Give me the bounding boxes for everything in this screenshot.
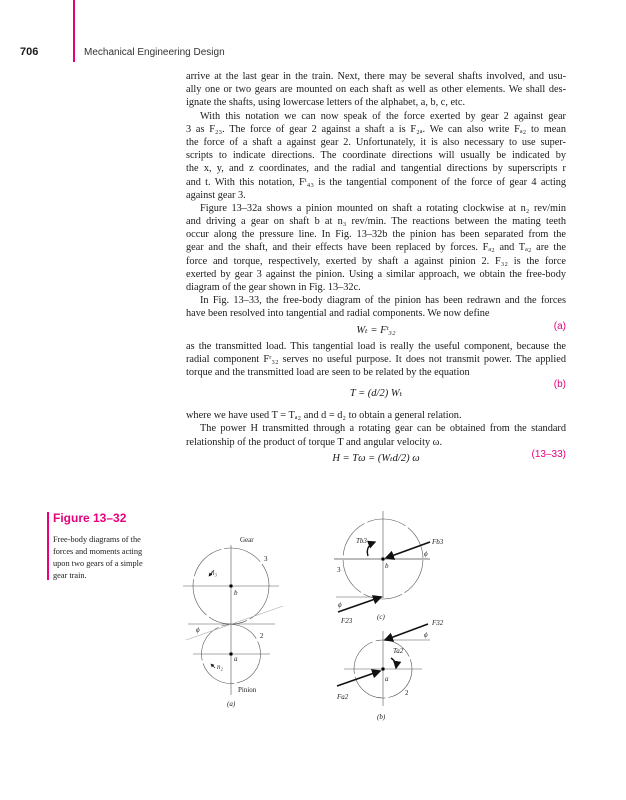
label-subfigure-c: (c): [377, 613, 385, 621]
diagram-a: [183, 545, 283, 695]
label-force-a2: Fa2: [337, 693, 349, 701]
text-line: where we have used T = Tₐ₂ and d = d₂ to obtain a general relation.: [186, 410, 462, 422]
text-line: relationship of the product of torque T and angular velocity ω.: [186, 436, 443, 448]
figure-caption: Free-body diagrams of the forces and moments acting upon two gears of a simple gear train.: [53, 535, 143, 580]
text-line: and t. With this notation, Fᵗ₄₃ is the tangential component of the force of gear 4 acting: [186, 176, 566, 188]
text-line: Figure 13–32a shows a pinion mounted on shaft a rotating clockwise at n₂ rev/min: [200, 202, 566, 214]
label-n2: n₂: [217, 663, 223, 671]
label-phi: ϕ: [424, 631, 428, 639]
text-line: scripts to indicate directions. The coordinate directions will usually be indicated by: [186, 150, 566, 162]
label-n3: n₃: [211, 569, 217, 577]
text-line: against gear 3.: [186, 189, 246, 201]
text-line: ignate the shafts, using lowercase letters of the alphabet, a, b, c, etc.: [186, 97, 466, 109]
text-line: arrive at the last gear in the train. Next, there may be several shafts involved, and usu-: [186, 71, 566, 82]
text-line: ally one or two gears are mounted on each shaft as well as other elements. We shall des-: [186, 84, 566, 96]
diagram-c: [334, 511, 430, 612]
label-phi: ϕ: [338, 601, 342, 609]
text-line: the x, y, and z coordinates, and the radial and tangential directions by superscripts r: [186, 163, 566, 175]
label-subfigure-b: (b): [377, 713, 386, 721]
text-line: With this notation we can now speak of the force exerted by gear 2 against gear: [200, 110, 566, 122]
text-line: radial component Fʳ₃₂ serves no useful purpose. It does not transmit power. The applied: [186, 353, 566, 365]
diagram-b: [337, 624, 430, 706]
text-line: In Fig. 13–33, the free-body diagram of the pinion has been redrawn and the forces: [200, 295, 566, 307]
label-phi: ϕ: [424, 550, 428, 558]
figure-title: Figure 13–32: [53, 511, 127, 525]
text-line: gear and the shaft, and their effects have been replaced by forces. Fₐ₂ and Tₐ₂ are the: [186, 242, 566, 254]
label-torque-b3: Tb3: [356, 537, 367, 545]
equation-expr: T = (d/2) Wₜ: [349, 388, 403, 400]
running-header: Mechanical Engineering Design: [84, 47, 225, 58]
text-line: as the transmitted load. This tangential load is really the useful component, because the: [186, 340, 566, 352]
label-gear: Gear: [240, 536, 254, 544]
label-force-b3: Fb3: [432, 538, 444, 546]
equation-number: (b): [553, 379, 566, 391]
equation-number: (13–33): [531, 448, 566, 460]
text-line: force and torque, respectively, exerted by shaft a against pinion 2. F₃₂ is the force: [186, 255, 566, 267]
text-line: the force of a shaft a against gear 2. Unfortunately, it is also necessary to use super-: [186, 136, 566, 148]
label-pinion-number: 2: [260, 632, 264, 640]
label-shaft-a: a: [385, 675, 389, 683]
text-line: exerted by gear 3 against the pinion. Using a similar approach, we obtain the free-body: [186, 268, 566, 280]
label-torque-a2: Ta2: [393, 647, 404, 655]
text-line: The power H transmitted through a rotating gear can be obtained from the standard: [200, 423, 566, 435]
text-line: 3 as F₂₃. The force of gear 2 against a shaft a is F₂ₐ. We can also write Fₐ₂ to mean: [186, 123, 566, 135]
label-shaft-b: b: [385, 562, 389, 570]
label-gear-number: 3: [337, 566, 341, 574]
text-line: occur along the pressure line. In Fig. 13–32b the pinion has been separated from the: [186, 229, 566, 241]
label-pinion: Pinion: [238, 686, 257, 694]
label-force-23: F23: [341, 617, 353, 625]
label-shaft-b: b: [234, 589, 238, 597]
label-pinion-number: 2: [405, 689, 409, 697]
page-number: 706: [20, 46, 39, 58]
label-force-32: F32: [432, 619, 444, 627]
equation-number: (a): [553, 320, 566, 332]
text-line: diagram of the gear shown in Fig. 13–32c.: [186, 282, 361, 293]
equation-expr: H = Tω = (Wₜd/2) ω: [332, 452, 420, 464]
label-gear-number: 3: [264, 555, 268, 563]
equation-expr: Wₜ = Fᵗ₃₂: [356, 324, 396, 336]
text-line: torque and the transmitted load are seen to be related by the equation: [186, 366, 470, 378]
label-subfigure-a: (a): [227, 700, 236, 708]
text-line: have been resolved into tangential and radial components. We now define: [186, 308, 490, 320]
text-line: and driving a gear on shaft b at n₃ rev/min. The reactions between the mating teeth: [186, 216, 566, 228]
label-shaft-a: a: [234, 655, 238, 663]
label-phi: ϕ: [196, 626, 200, 634]
